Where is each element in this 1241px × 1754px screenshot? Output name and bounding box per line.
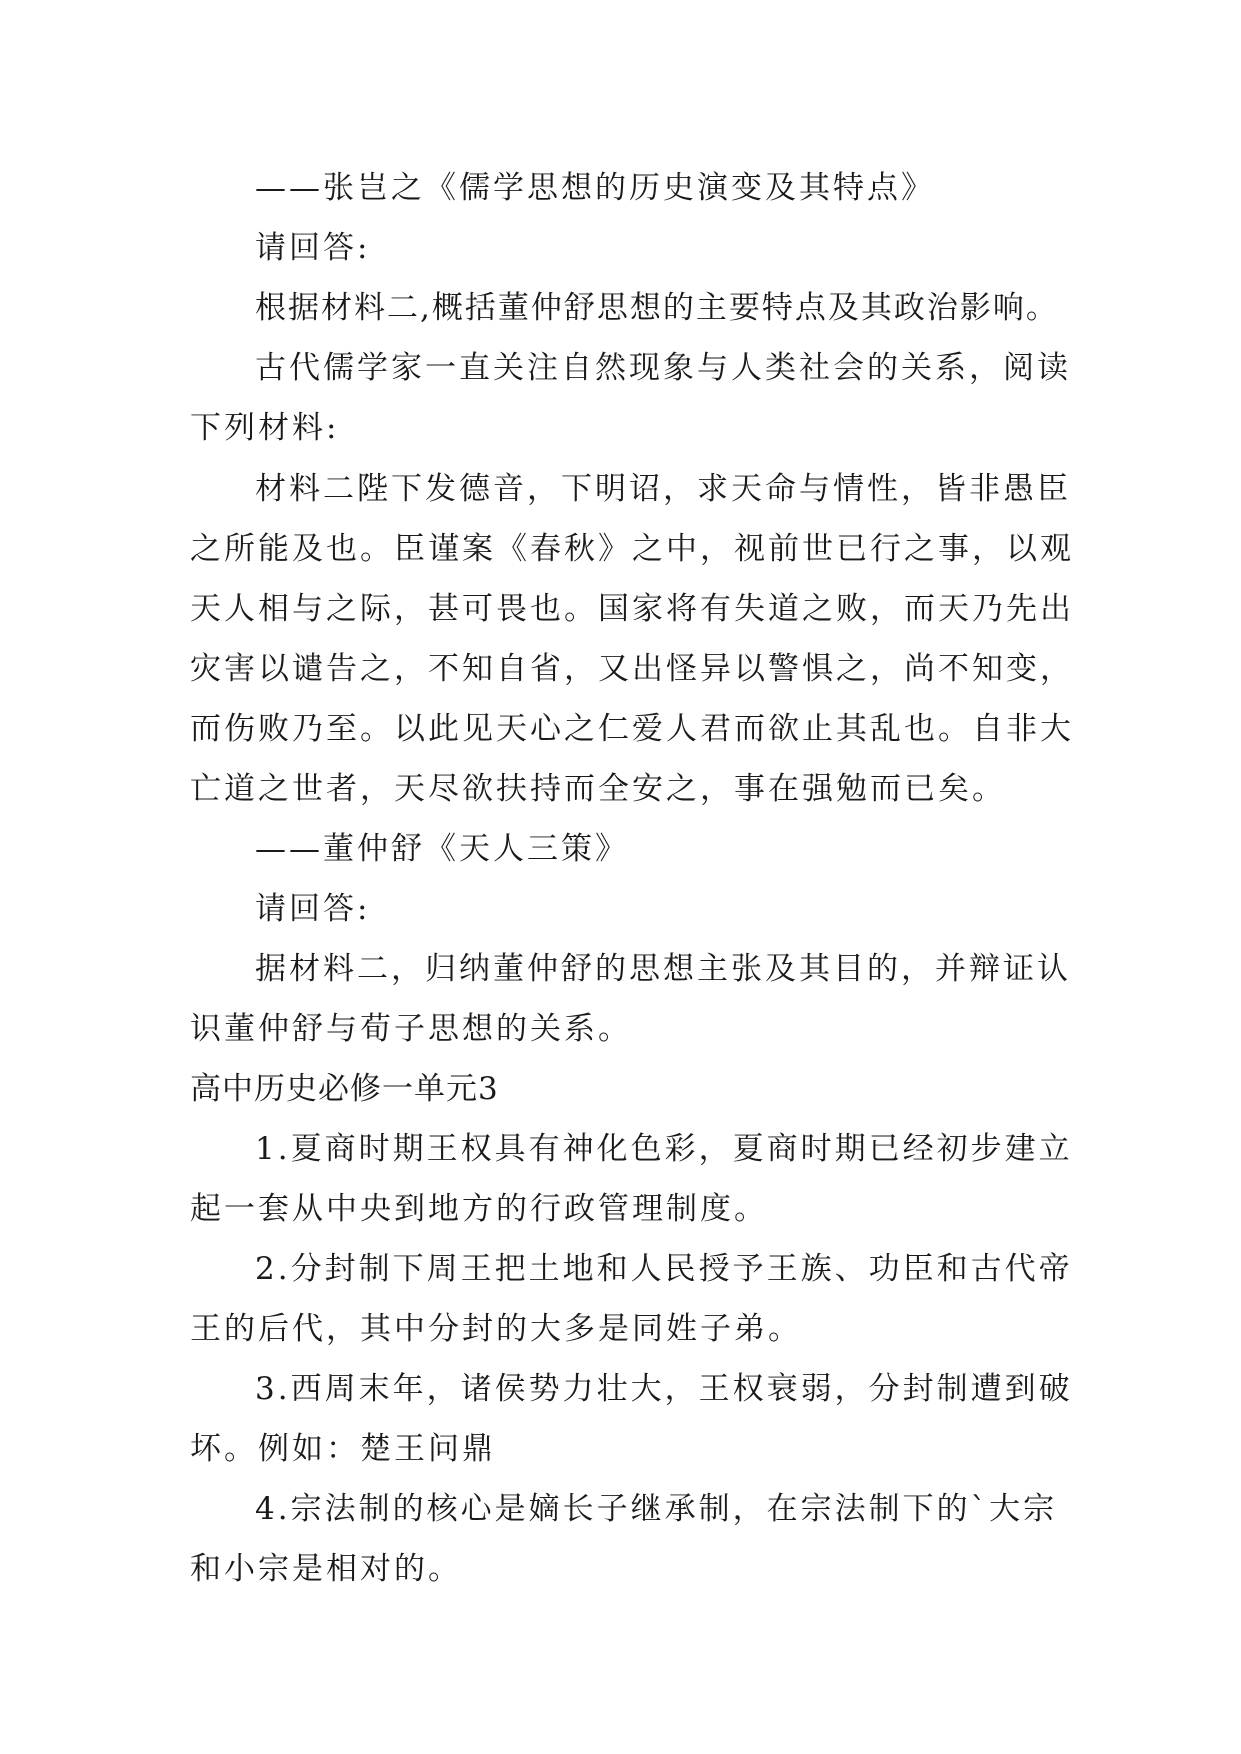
question-1-text: 根据材料二,概括董仲舒思想的主要特点及其政治影响。 bbox=[255, 290, 1059, 326]
point-4-line-2: 和小宗是相对的。 bbox=[190, 1551, 462, 1587]
intro-paragraph-line-1: 古代儒学家一直关注自然现象与人类社会的关系，阅读 bbox=[255, 350, 1071, 386]
material-2-line-3: 天人相与之际，甚可畏也。国家将有失道之败，而天乃先出 bbox=[190, 591, 1074, 627]
question-2-line-2: 识董仲舒与荀子思想的关系。 bbox=[190, 1011, 632, 1047]
point-4-line-1: 4.宗法制的核心是嫡长子继承制，在宗法制下的`大宗 bbox=[255, 1491, 1058, 1527]
material-2-line-2: 之所能及也。臣谨案《春秋》之中，视前世已行之事，以观 bbox=[190, 531, 1074, 567]
material-2-line-1: 材料二陛下发德音，下明诏，求天命与情性，皆非愚臣 bbox=[255, 471, 1071, 507]
material-2-line-6: 亡道之世者，天尽欲扶持而全安之，事在强勉而已矣。 bbox=[190, 771, 1006, 807]
point-3-line-2: 坏。例如：楚王问鼎 bbox=[190, 1431, 496, 1467]
section-heading: 高中历史必修一单元3 bbox=[190, 1071, 499, 1107]
point-1-line-2: 起一套从中央到地方的行政管理制度。 bbox=[190, 1191, 768, 1227]
question-prompt-2: 请回答: bbox=[255, 891, 371, 927]
point-1-line-1: 1.夏商时期王权具有神化色彩，夏商时期已经初步建立 bbox=[255, 1131, 1073, 1167]
citation-zhang-qizhi: ——张岂之《儒学思想的历史演变及其特点》 bbox=[255, 170, 935, 206]
point-3-line-1: 3.西周末年，诸侯势力壮大，王权衰弱，分封制遭到破 bbox=[255, 1371, 1073, 1407]
point-2-line-1: 2.分封制下周王把土地和人民授予王族、功臣和古代帝 bbox=[255, 1251, 1073, 1287]
point-2-line-2: 王的后代，其中分封的大多是同姓子弟。 bbox=[190, 1311, 802, 1347]
material-2-line-5: 而伤败乃至。以此见天心之仁爱人君而欲止其乱也。自非大 bbox=[190, 711, 1074, 747]
intro-paragraph-line-2: 下列材料: bbox=[190, 410, 340, 446]
citation-dong-zhongshu: ——董仲舒《天人三策》 bbox=[255, 831, 629, 867]
question-prompt-1: 请回答: bbox=[255, 230, 371, 266]
material-2-line-4: 灾害以谴告之，不知自省，又出怪异以警惧之，尚不知变， bbox=[190, 651, 1074, 687]
question-2-line-1: 据材料二，归纳董仲舒的思想主张及其目的，并辩证认 bbox=[255, 951, 1071, 987]
